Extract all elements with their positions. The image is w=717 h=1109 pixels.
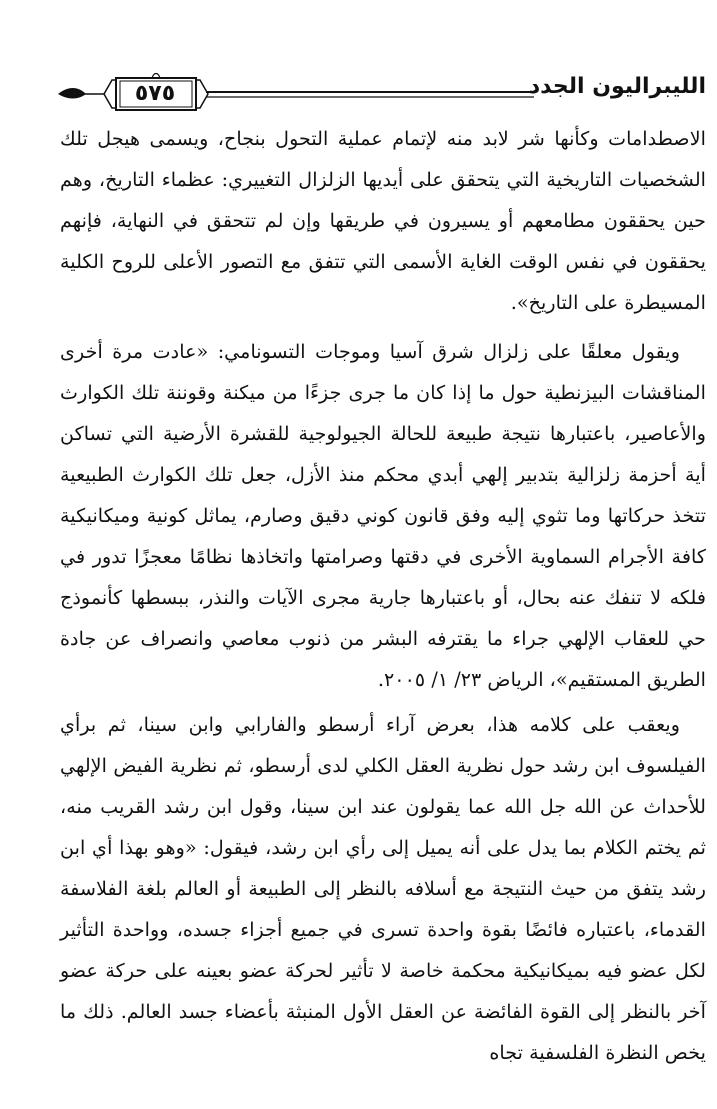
paragraph-3 [60,704,706,1073]
page-header [56,70,706,114]
paragraph-1 [60,118,706,323]
paragraph-text: الاصطدامات وكأنها شر لابد منه لإتمام عملية التحول بنجاح، ويسمى هيجل تلك الشخصيات التاريخية التي يتحقق على أيديها الزلزال التغييري: عظماء التاريخ، وهم حين يحققون مطامعهم أو يسيرون في طريقها وإن لم تتحقق في النهاية، فإنهم يحققون في نفس الوقت الغاية الأسمى التي تتفق مع التصور الأعلى للروح الكلية المسيطرة على التاريخ». [60,127,706,314]
paragraph-text: ويقول معلقًا على زلزال شرق آسيا وموجات التسونامي: «عادت مرة أخرى المناقشات البيزنطية حول ما إذا كان ما جرى جزءًا من ميكنة وقوننة تلك الكوارث والأعاصير، باعتبارها نتيجة طبيعة للحالة الجيولوجية للقشرة الأرضية التي تساكن أية أحزمة زلزالية بتدبير إلهي أبدي محكم منذ الأزل، جعل تلك الكوارث الطبيعية تتخذ حركاتها وما تثوي إليه وفق قانون كوني دقيق وصارم، يماثل كونية وميكانيكية كافة الأجرام السماوية الأخرى في دقتها وصرامتها واتخاذها نظامًا معجزًا تدور في فلكه لا تنفك عنه بحال، أو باعتبارها جارية مجرى الآيات والنذر، ببسطها كأنموذج حي للعقاب الإلهي جراء ما يقترفه البشر من ذنوب معاصي وانصراف عن جادة الطريق المستقيم»، الرياض ٢٣/ ١/ ٢٠٠٥. [60,340,706,691]
page-number: ٥٧٥ [134,81,176,106]
running-header-title: الليبراليون الجدد [528,74,706,99]
paragraph-2 [60,331,706,700]
paragraph-text: ويعقب على كلامه هذا، بعرض آراء أرسطو والفارابي وابن سينا، ثم برأي الفيلسوف ابن رشد حول نظرية العقل الكلي لدى أرسطو، ثم نظرية الفيض الإلهي للأحداث عن الله جل الله عما يقولون عند ابن سينا، وقول ابن رشد القريب منه، ثم يختم الكلام بما يدل على أنه يميل إلى رأي ابن رشد، فيقول: «وهو بهذا أي ابن رشد يتفق من حيث النتيجة مع أسلافه بالنظر إلى الطبيعة أو العالم بلغة الفلاسفة القدماء، باعتباره فائضًا بقوة واحدة تسرى في جميع أجزاء جسده، وواحدة التأثير لكل عضو فيه بميكانيكية محكمة خاصة لا تأثير لحركة عضو بعينه على حركة عضو آخر بالنظر إلى القوة الفائضة عن العقل الأول المنبثة بأعضاء جسد العالم. ذلك ما يخص النظرة الفلسفية تجاه [60,713,706,1064]
